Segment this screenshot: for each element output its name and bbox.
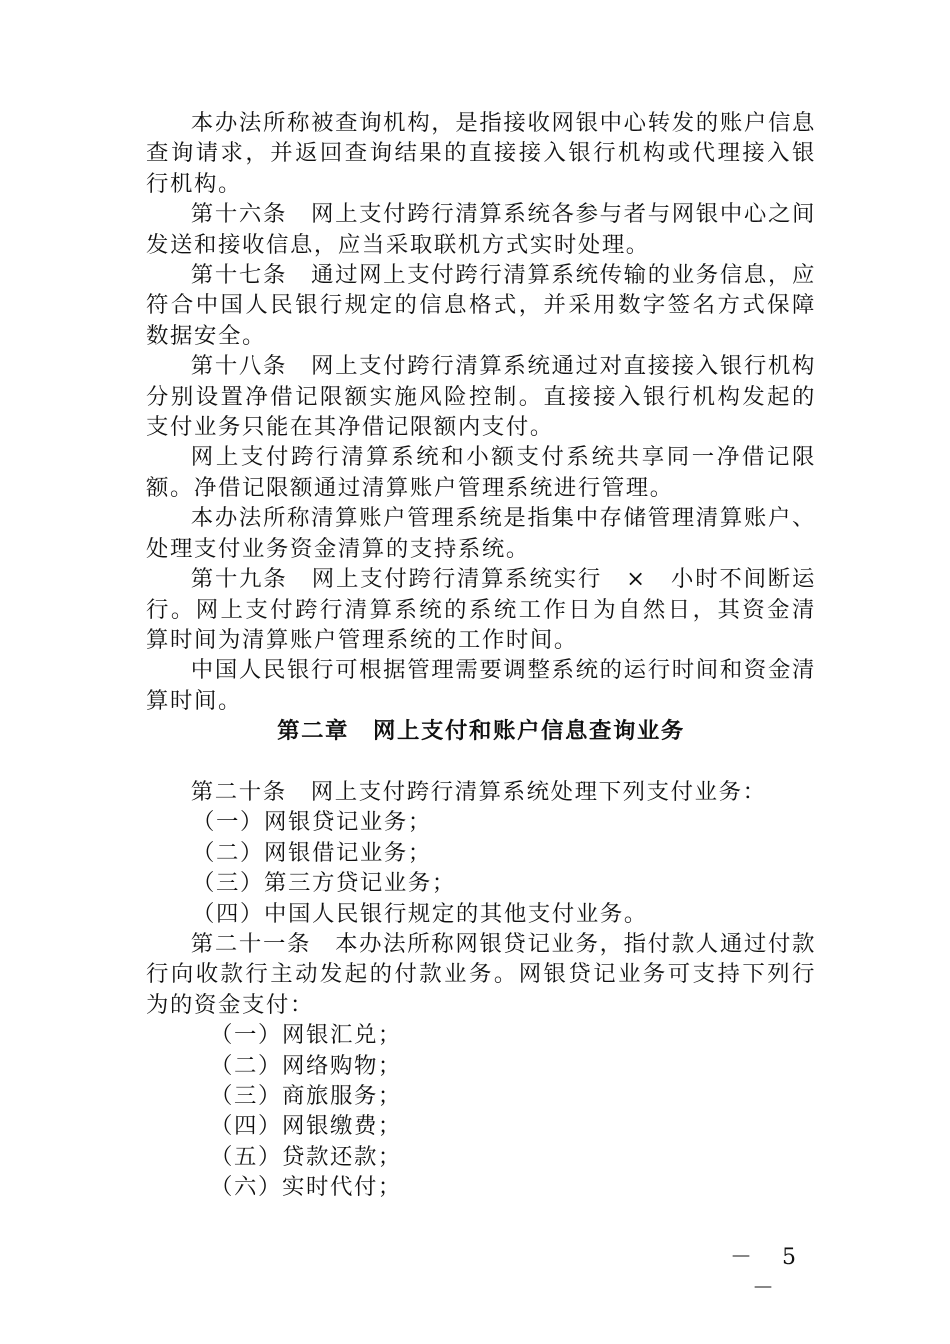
- list-item: （二）网络购物；: [210, 1052, 402, 1079]
- paragraph-article-19: 第十九条 网上支付跨行清算系统实行 × 小时不间断运行。网上支付跨行清算系统的系统工作日为自然日，其资金清算时间为清算账户管理系统的工作时间。: [146, 566, 816, 653]
- list-item: （五）贷款还款；: [210, 1143, 402, 1170]
- list-item: （四）网银缴费；: [210, 1113, 402, 1140]
- list-item: （三）商旅服务；: [210, 1082, 402, 1109]
- list-item: （一）网银贷记业务；: [192, 809, 432, 836]
- paragraph-article-21: 第二十一条 本办法所称网银贷记业务，指付款人通过付款行向收款行主动发起的付款业务。网银贷记业务可支持下列行为的资金支付：: [146, 930, 816, 1018]
- list-item: （一）网银汇兑；: [210, 1022, 402, 1049]
- paragraph: 中国人民银行可根据管理需要调整系统的运行时间和资金清算时间。: [146, 657, 816, 714]
- chapter-heading: 第二章 网上支付和账户信息查询业务: [277, 718, 685, 745]
- paragraph-article-16: 第十六条 网上支付跨行清算系统各参与者与网银中心之间发送和接收信息，应当采取联机方式实时处理。: [146, 201, 816, 258]
- list-item: （二）网银借记业务；: [192, 839, 432, 866]
- list-item: （六）实时代付；: [210, 1174, 402, 1201]
- paragraph: 网上支付跨行清算系统和小额支付系统共享同一净借记限额。净借记限额通过清算账户管理系统进行管理。: [146, 444, 816, 501]
- page-number: － 5 －: [730, 1245, 827, 1301]
- paragraph-article-20: 第二十条 网上支付跨行清算系统处理下列支付业务：: [190, 778, 767, 805]
- paragraph: 本办法所称清算账户管理系统是指集中存储管理清算账户、处理支付业务资金清算的支持系统。: [146, 505, 816, 562]
- list-item: （四）中国人民银行规定的其他支付业务。: [192, 900, 648, 927]
- document-body: [146, 108, 816, 1203]
- list-item: （三）第三方贷记业务；: [192, 870, 456, 897]
- paragraph: 本办法所称被查询机构，是指接收网银中心转发的账户信息查询请求，并返回查询结果的直接接入银行机构或代理接入银行机构。: [146, 110, 816, 197]
- paragraph-article-17: 第十七条 通过网上支付跨行清算系统传输的业务信息，应符合中国人民银行规定的信息格式，并采用数字签名方式保障数据安全。: [146, 262, 816, 349]
- paragraph-article-18: 第十八条 网上支付跨行清算系统通过对直接接入银行机构分别设置净借记限额实施风险控制。直接接入银行机构发起的支付业务只能在其净借记限额内支付。: [146, 353, 816, 441]
